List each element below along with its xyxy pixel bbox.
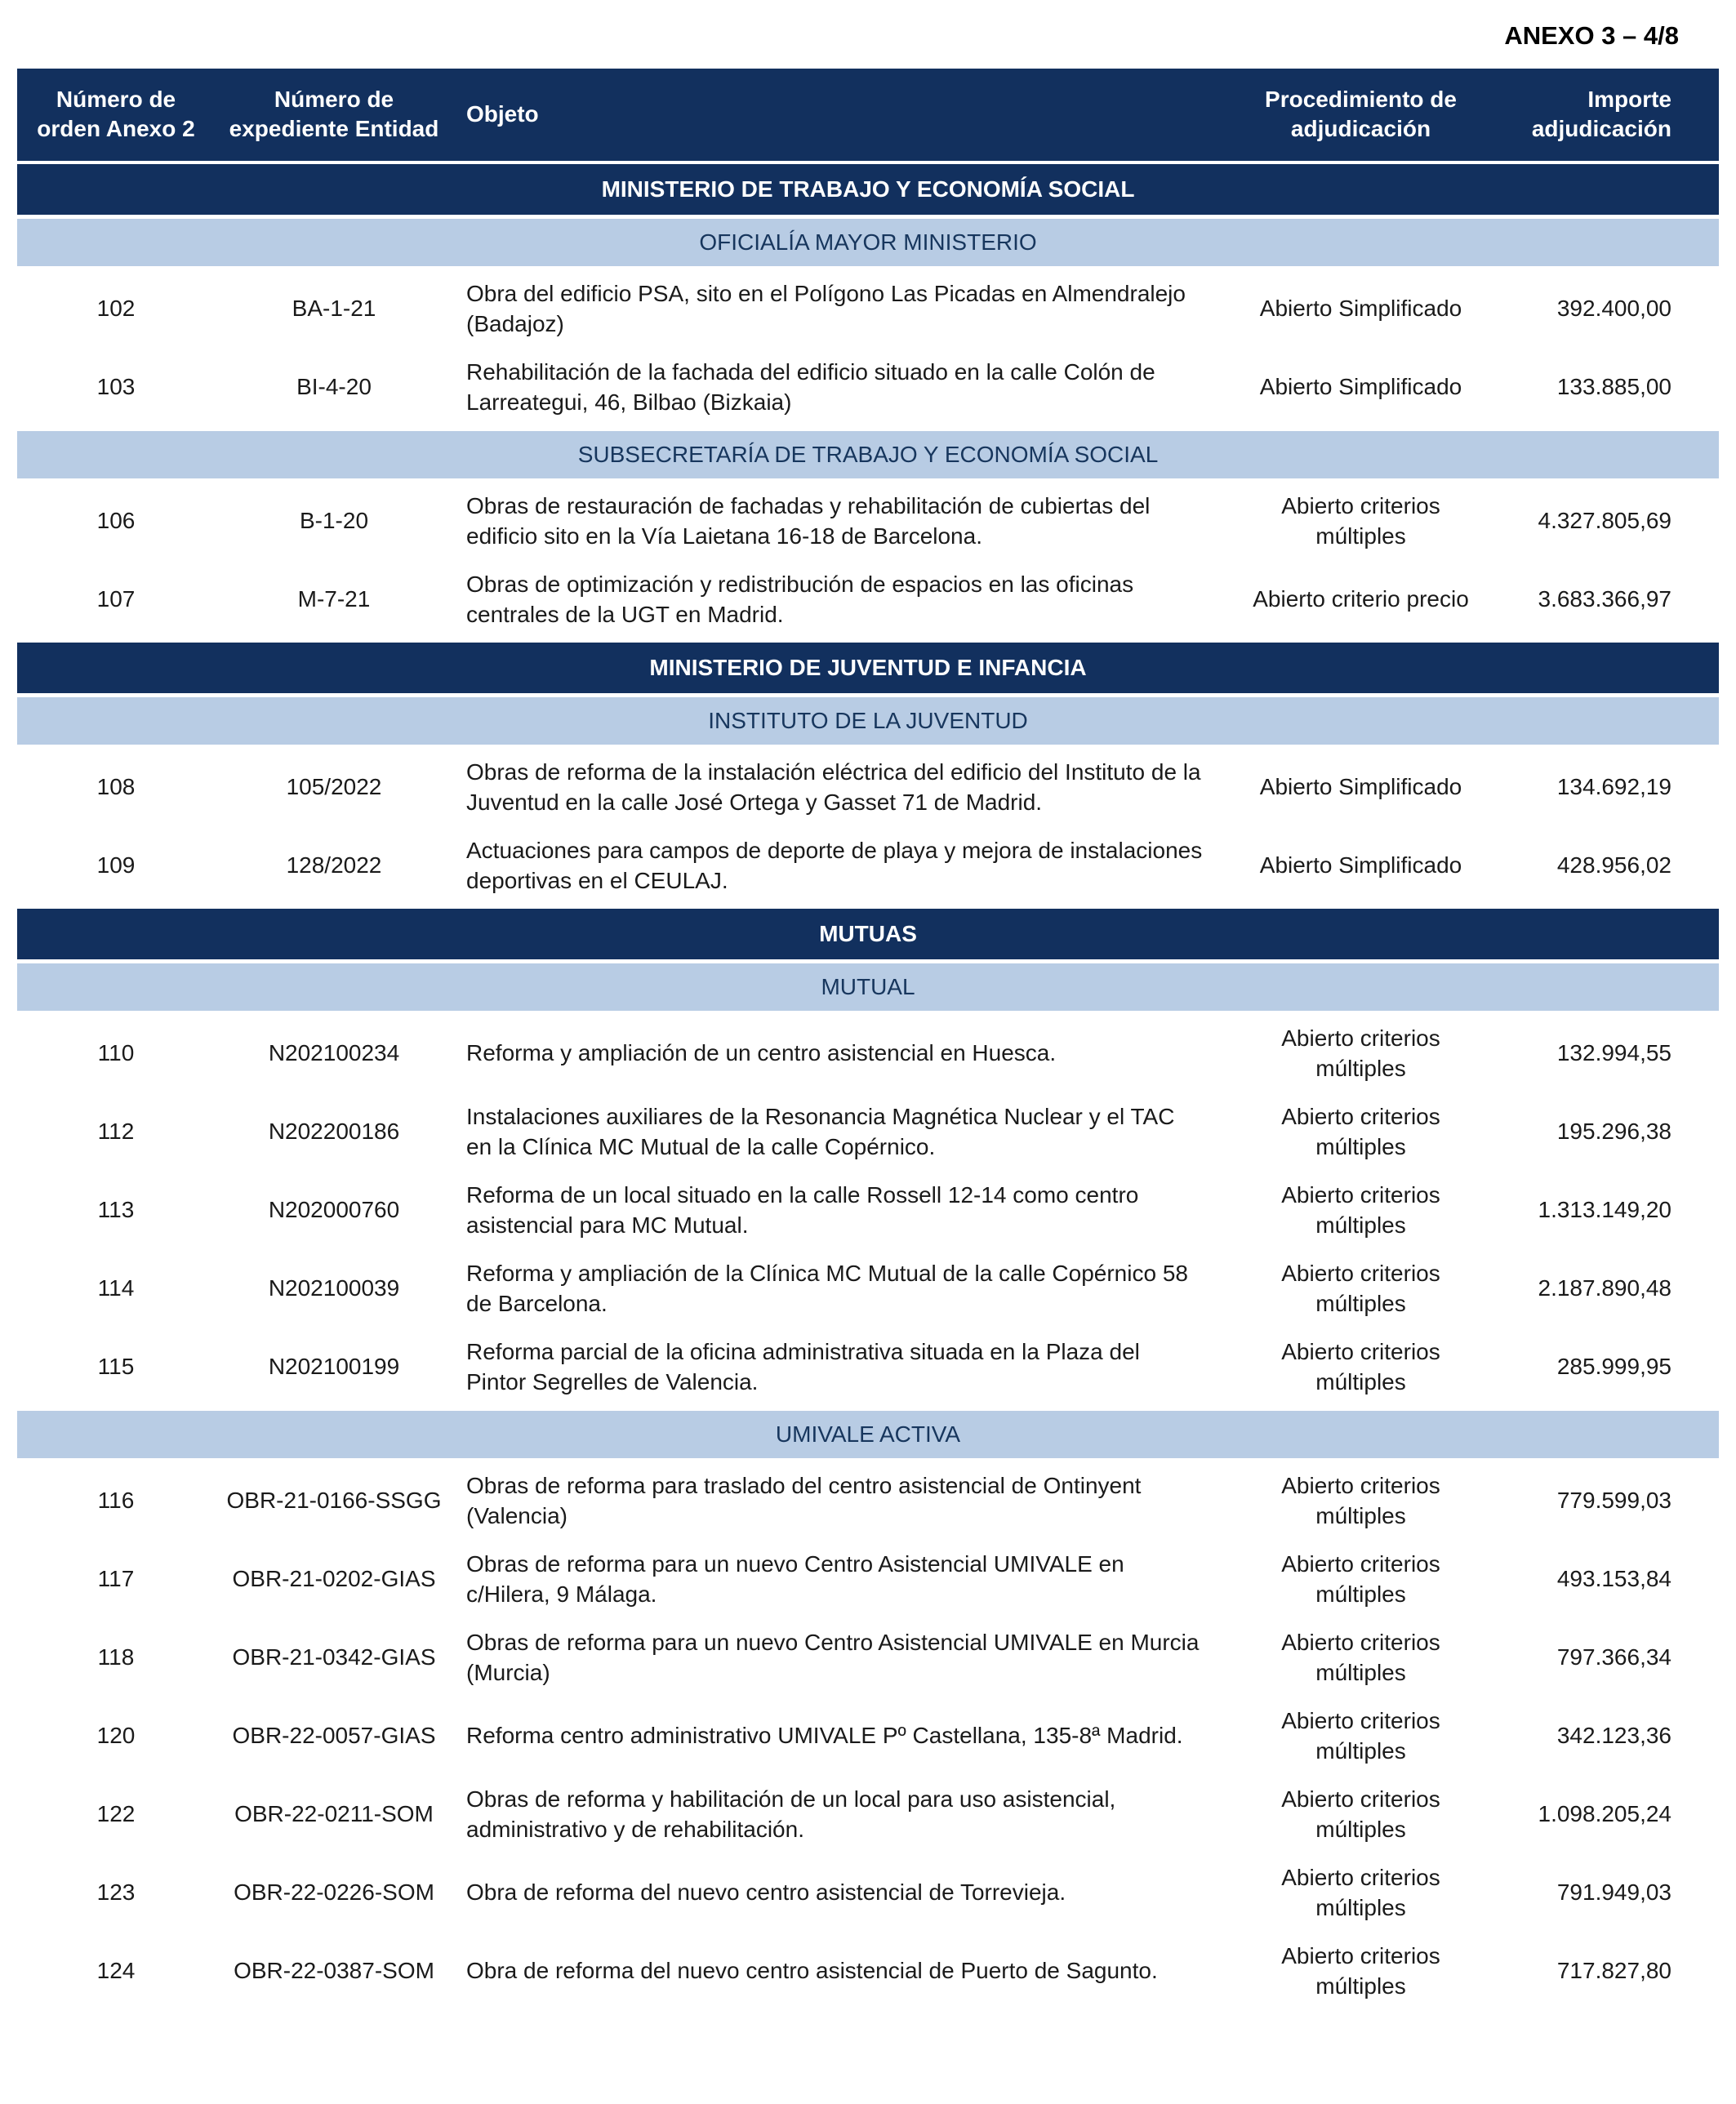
table-row	[17, 1697, 1719, 1776]
table-row	[17, 749, 1719, 827]
section-header: MINISTERIO DE TRABAJO Y ECONOMÍA SOCIAL	[17, 164, 1719, 215]
column-header-expediente: Número de expediente Entidad	[229, 87, 439, 142]
table-row	[17, 1250, 1719, 1328]
cell-objeto: Obra de reforma del nuevo centro asistencial de Puerto de Sagunto.	[466, 1958, 1158, 1984]
table-row	[17, 1933, 1719, 2011]
cell-orden: 107	[96, 586, 136, 612]
cell-orden: 102	[96, 296, 136, 322]
cell-importe: 779.599,03	[1556, 1488, 1671, 1514]
cell-procedimiento: Abierto criterios múltiples	[1281, 1338, 1440, 1395]
cell-importe: 4.327.805,69	[1538, 508, 1671, 534]
cell-orden: 103	[96, 374, 136, 400]
cell-importe: 1.313.149,20	[1538, 1197, 1671, 1223]
cell-importe: 133.885,00	[1556, 374, 1671, 400]
cell-importe: 3.683.366,97	[1538, 586, 1671, 612]
contracts-table	[17, 69, 1719, 2011]
cell-importe: 1.098.205,24	[1538, 1801, 1671, 1827]
cell-expediente: 128/2022	[286, 852, 382, 879]
table-row	[17, 1854, 1719, 1933]
cell-expediente: BI-4-20	[296, 374, 372, 400]
cell-expediente: OBR-22-0226-SOM	[234, 1879, 434, 1906]
table-row	[17, 1462, 1719, 1541]
table-row	[17, 1172, 1719, 1250]
cell-expediente: OBR-21-0166-SSGG	[226, 1488, 442, 1514]
cell-orden: 109	[96, 852, 136, 879]
cell-importe: 493.153,84	[1556, 1566, 1671, 1592]
cell-orden: 123	[96, 1879, 136, 1906]
cell-orden: 118	[97, 1644, 135, 1670]
cell-expediente: M-7-21	[297, 586, 371, 612]
annex-page-label: ANEXO 3 – 4/8	[1504, 21, 1679, 50]
cell-procedimiento: Abierto criterios múltiples	[1281, 1786, 1440, 1842]
cell-orden: 114	[97, 1275, 135, 1301]
cell-importe: 428.956,02	[1556, 852, 1671, 879]
cell-objeto: Reforma y ampliación de un centro asistencial en Huesca.	[466, 1040, 1057, 1066]
table-row	[17, 1776, 1719, 1854]
column-header-procedimiento: Procedimiento de adjudicación	[1265, 87, 1457, 142]
cell-expediente: OBR-21-0202-GIAS	[232, 1566, 436, 1592]
cell-expediente: OBR-22-0211-SOM	[234, 1801, 434, 1827]
cell-orden: 115	[97, 1354, 135, 1380]
table-header-row	[17, 69, 1719, 161]
cell-procedimiento: Abierto criterios múltiples	[1281, 1025, 1440, 1081]
cell-expediente: N202200186	[268, 1119, 400, 1145]
table-row	[17, 270, 1719, 349]
cell-importe: 195.296,38	[1556, 1119, 1671, 1145]
cell-objeto: Obras de reforma de la instalación eléctrica del edificio del Instituto de la Juventud en la calle José Ortega y Gasset 71 de Madrid.	[466, 758, 1201, 815]
cell-procedimiento: Abierto criterios múltiples	[1281, 1260, 1440, 1316]
cell-objeto: Obras de optimización y redistribución de espacios en las oficinas centrales de la UGT en Madrid.	[466, 571, 1134, 627]
cell-expediente: OBR-22-0057-GIAS	[232, 1723, 436, 1749]
cell-orden: 108	[96, 774, 136, 800]
subsection-header: UMIVALE ACTIVA	[17, 1411, 1719, 1458]
cell-expediente: OBR-21-0342-GIAS	[232, 1644, 436, 1670]
cell-orden: 117	[97, 1566, 135, 1592]
cell-objeto: Obra del edificio PSA, sito en el Polígono Las Picadas en Almendralejo (Badajoz)	[466, 280, 1186, 336]
cell-procedimiento: Abierto criterios múltiples	[1281, 492, 1440, 549]
cell-objeto: Obras de restauración de fachadas y rehabilitación de cubiertas del edificio sito en la Vía Laietana 16-18 de Barcelona.	[466, 492, 1151, 549]
cell-objeto: Obra de reforma del nuevo centro asistencial de Torrevieja.	[466, 1879, 1066, 1906]
cell-orden: 122	[96, 1801, 136, 1827]
column-header-importe: Importe adjudicación	[1531, 87, 1671, 142]
cell-importe: 285.999,95	[1556, 1354, 1671, 1380]
cell-importe: 392.400,00	[1556, 296, 1671, 322]
cell-importe: 342.123,36	[1556, 1723, 1671, 1749]
cell-procedimiento: Abierto criterios múltiples	[1281, 1103, 1440, 1159]
cell-objeto: Reforma parcial de la oficina administrativa situada en la Plaza del Pintor Segrelles de Valencia.	[466, 1338, 1140, 1395]
cell-procedimiento: Abierto criterios múltiples	[1281, 1472, 1440, 1528]
cell-procedimiento: Abierto criterio precio	[1253, 586, 1469, 612]
cell-objeto: Obras de reforma y habilitación de un local para uso asistencial, administrativo y de rehabilitación.	[466, 1786, 1116, 1842]
cell-importe: 791.949,03	[1556, 1879, 1671, 1906]
section-header: MUTUAS	[17, 909, 1719, 959]
subsection-header: OFICIALÍA MAYOR MINISTERIO	[17, 219, 1719, 266]
cell-procedimiento: Abierto criterios múltiples	[1281, 1629, 1440, 1685]
cell-objeto: Obras de reforma para traslado del centro asistencial de Ontinyent (Valencia)	[466, 1472, 1142, 1528]
table-row	[17, 561, 1719, 639]
cell-expediente: BA-1-21	[292, 296, 376, 322]
cell-objeto: Obras de reforma para un nuevo Centro Asistencial UMIVALE en c/Hilera, 9 Málaga.	[466, 1550, 1124, 1607]
table-row	[17, 349, 1719, 427]
cell-procedimiento: Abierto criterios múltiples	[1281, 1707, 1440, 1764]
cell-objeto: Rehabilitación de la fachada del edificio situado en la calle Colón de Larreategui, 46, Bilbao (Bizkaia)	[466, 358, 1155, 415]
cell-orden: 116	[97, 1488, 135, 1514]
cell-orden: 106	[96, 508, 136, 534]
table-row	[17, 1328, 1719, 1407]
cell-orden: 113	[97, 1197, 135, 1223]
cell-procedimiento: Abierto criterios múltiples	[1281, 1942, 1440, 1999]
cell-procedimiento: Abierto Simplificado	[1259, 296, 1462, 322]
cell-expediente: 105/2022	[286, 774, 382, 800]
table-row	[17, 1541, 1719, 1619]
cell-expediente: OBR-22-0387-SOM	[234, 1958, 434, 1984]
cell-procedimiento: Abierto Simplificado	[1259, 852, 1462, 879]
subsection-header: MUTUAL	[17, 963, 1719, 1011]
cell-objeto: Instalaciones auxiliares de la Resonancia Magnética Nuclear y el TAC en la Clínica MC Mutual de la calle Copérnico.	[466, 1103, 1175, 1159]
cell-objeto: Reforma y ampliación de la Clínica MC Mutual de la calle Copérnico 58 de Barcelona.	[466, 1260, 1188, 1316]
subsection-header: SUBSECRETARÍA DE TRABAJO Y ECONOMÍA SOCIAL	[17, 431, 1719, 478]
table-row	[17, 1015, 1719, 1093]
cell-procedimiento: Abierto Simplificado	[1259, 374, 1462, 400]
cell-orden: 120	[96, 1723, 136, 1749]
cell-objeto: Reforma centro administrativo UMIVALE Pº Castellana, 135-8ª Madrid.	[466, 1723, 1183, 1749]
column-header-objeto: Objeto	[466, 101, 539, 127]
cell-expediente: N202000760	[268, 1197, 400, 1223]
cell-expediente: N202100039	[268, 1275, 400, 1301]
table-row	[17, 827, 1719, 905]
cell-orden: 112	[97, 1119, 135, 1145]
cell-importe: 2.187.890,48	[1538, 1275, 1671, 1301]
cell-procedimiento: Abierto criterios múltiples	[1281, 1864, 1440, 1920]
cell-orden: 124	[96, 1958, 136, 1984]
cell-importe: 797.366,34	[1556, 1644, 1671, 1670]
cell-expediente: N202100234	[268, 1040, 400, 1066]
cell-orden: 110	[97, 1040, 135, 1066]
section-header: MINISTERIO DE JUVENTUD E INFANCIA	[17, 643, 1719, 693]
cell-expediente: B-1-20	[299, 508, 369, 534]
table-row	[17, 1093, 1719, 1172]
table-row	[17, 1619, 1719, 1697]
cell-importe: 717.827,80	[1556, 1958, 1671, 1984]
column-header-orden: Número de orden Anexo 2	[37, 87, 195, 142]
cell-objeto: Reforma de un local situado en la calle Rossell 12-14 como centro asistencial para MC Mutual.	[466, 1181, 1139, 1238]
cell-objeto: Obras de reforma para un nuevo Centro Asistencial UMIVALE en Murcia (Murcia)	[466, 1629, 1200, 1685]
cell-importe: 132.994,55	[1556, 1040, 1671, 1066]
cell-objeto: Actuaciones para campos de deporte de playa y mejora de instalaciones deportivas en el CEULAJ.	[466, 837, 1203, 893]
cell-importe: 134.692,19	[1556, 774, 1671, 800]
subsection-header: INSTITUTO DE LA JUVENTUD	[17, 697, 1719, 745]
cell-procedimiento: Abierto criterios múltiples	[1281, 1181, 1440, 1238]
cell-procedimiento: Abierto criterios múltiples	[1281, 1550, 1440, 1607]
cell-procedimiento: Abierto Simplificado	[1259, 774, 1462, 800]
cell-expediente: N202100199	[268, 1354, 400, 1380]
table-row	[17, 483, 1719, 561]
